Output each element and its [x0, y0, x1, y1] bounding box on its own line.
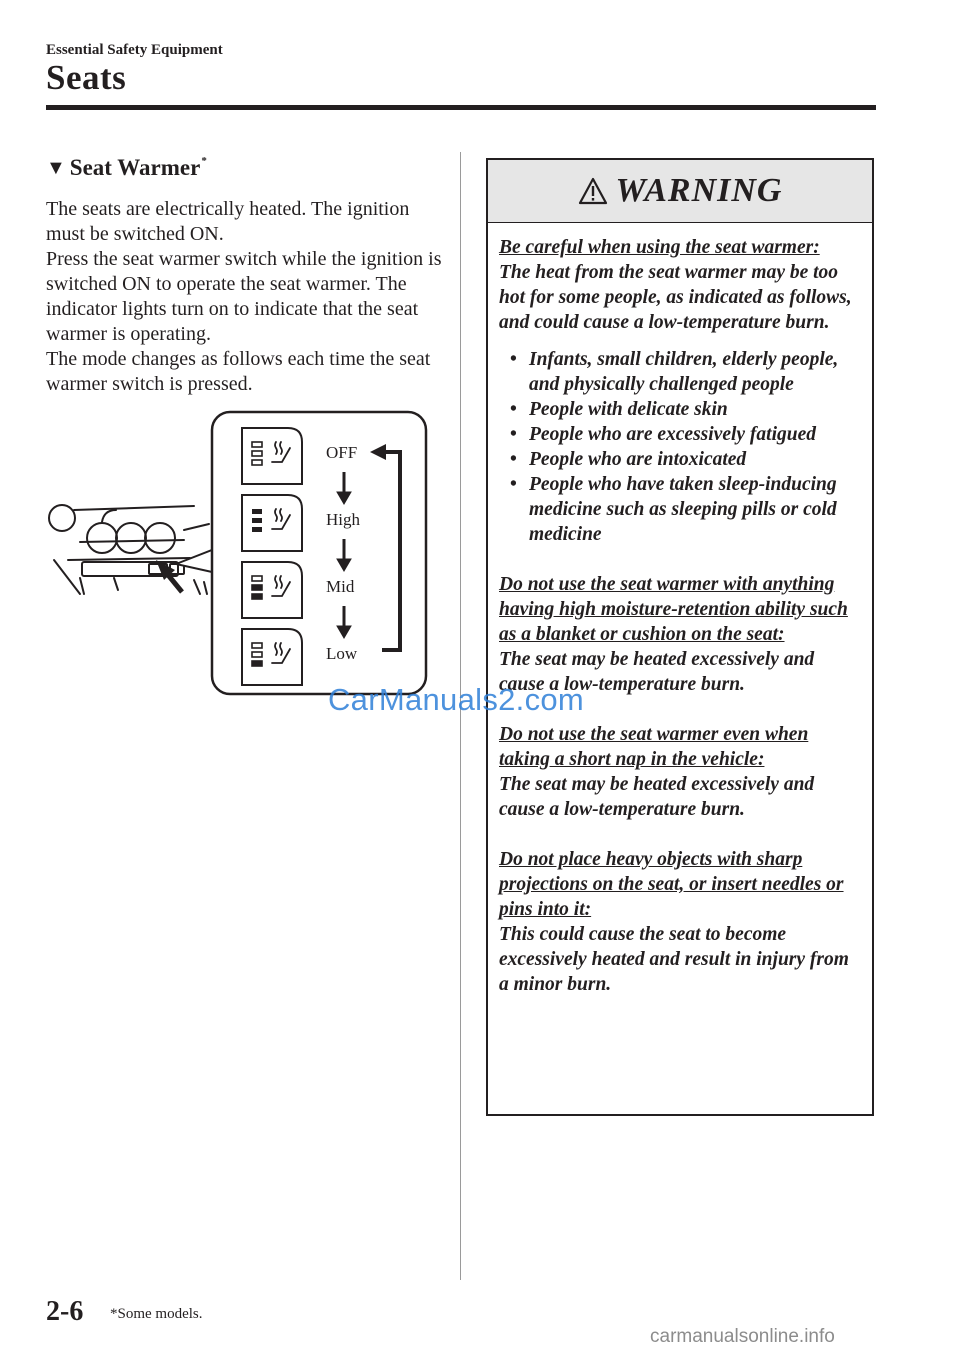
section-marker: ▼ [46, 157, 66, 179]
callout-wedge [176, 550, 212, 572]
seat-warmer-figure [44, 410, 434, 700]
body-paragraph: Press the seat warmer switch while the ignition is switched ON to operate the seat warmer. The indicator lights turn on to indicate that the seat warmer is operating. [46, 248, 442, 345]
warning-subheading: Do not place heavy objects with sharp projections on the seat, or insert needles or pins into it: [499, 849, 844, 920]
mode-label-high: High [326, 510, 360, 529]
warning-triangle-icon [578, 177, 608, 205]
mode-label-mid: Mid [326, 577, 355, 596]
header-rule [46, 105, 876, 110]
bullet-icon: • [510, 474, 517, 495]
section-heading-text: Seat Warmer [69, 155, 201, 180]
bullet-icon: • [510, 449, 517, 470]
warning-text: The heat from the seat warmer may be too hot for some people, as indicated as follows, and could cause a low-temperature burn. [499, 262, 852, 333]
site-watermark: carmanualsonline.info [650, 1326, 835, 1347]
mode-label-off: OFF [326, 443, 358, 462]
warning-title: WARNING [615, 172, 783, 209]
warning-body [488, 223, 872, 997]
spacer [499, 822, 862, 847]
page-title: Seats [46, 58, 127, 97]
warning-text: The seat may be heated excessively and cause a low-temperature burn. [499, 774, 815, 820]
warning-subheading: Do not use the seat warmer even when taking a short nap in the vehicle: [499, 724, 809, 770]
warning-bullet-list [499, 347, 862, 547]
list-item: • People with delicate skin [510, 399, 728, 420]
footnote-marker: * [201, 155, 207, 167]
warning-text: The seat may be heated excessively and cause a low-temperature burn. [499, 649, 815, 695]
seat-warmer-illustration [44, 410, 434, 700]
body-text [46, 197, 446, 397]
body-paragraph: The mode changes as follows each time the seat warmer switch is pressed. [46, 348, 431, 395]
warning-subheading: Be careful when using the seat warmer: [499, 237, 820, 258]
indicator-high [252, 509, 262, 532]
warning-text: This could cause the seat to become excessively heated and result in injury from a minor burn. [499, 924, 849, 995]
section-label: Essential Safety Equipment [46, 42, 223, 58]
dashboard-sketch [49, 505, 209, 594]
bullet-icon: • [510, 399, 517, 420]
mode-label-low: Low [326, 644, 358, 663]
spacer [499, 547, 862, 572]
watermark-overlay: CarManuals2.com [328, 682, 585, 717]
bullet-icon: • [510, 349, 517, 370]
section-heading [46, 155, 207, 181]
warning-box [486, 158, 874, 1116]
warning-subheading: Do not use the seat warmer with anything having high moisture-retention ability such as a blanket or cushion on the seat: [499, 574, 848, 645]
list-item: • People who have taken sleep-inducing medicine such as sleeping pills or cold medicine [510, 474, 837, 545]
list-item: • Infants, small children, elderly people, and physically challenged people [510, 349, 839, 395]
footnote: *Some models. [110, 1306, 203, 1322]
body-paragraph: The seats are electrically heated. The ignition must be switched ON. [46, 198, 410, 245]
page-number: 2-6 [46, 1296, 84, 1327]
warning-header [488, 160, 872, 223]
bullet-icon: • [510, 424, 517, 445]
list-item: • People who are excessively fatigued [510, 424, 817, 445]
list-item: • People who are intoxicated [510, 449, 747, 470]
